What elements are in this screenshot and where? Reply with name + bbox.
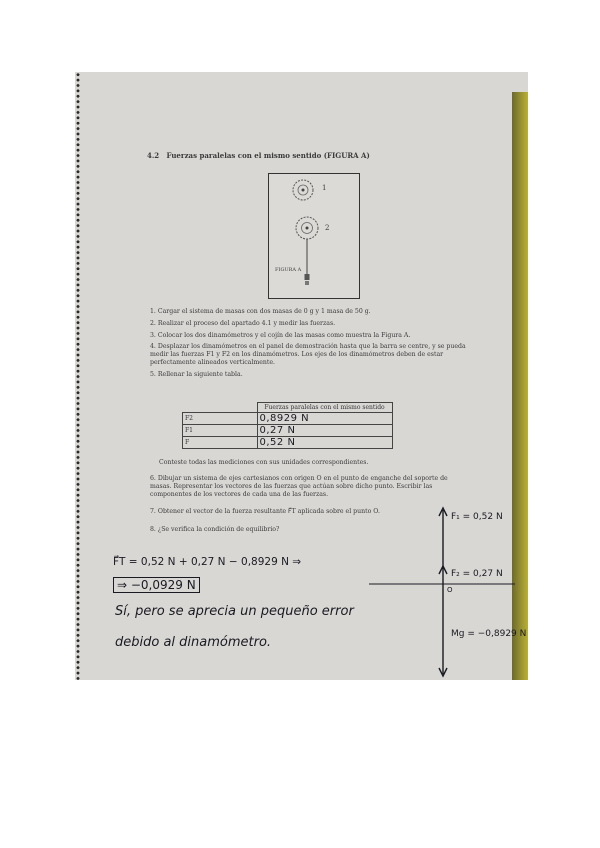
step-3: 3. Colocar los dos dinamómetros y el cojín de las masas como muestra la Figura A. [150, 331, 411, 339]
table-row [183, 425, 393, 437]
figure-a [268, 173, 360, 299]
figure-label-2: 2 [325, 224, 330, 232]
answer-line-2: debido al dinamómetro. [115, 635, 272, 650]
axis-origin: O [447, 586, 453, 594]
answer-line-1: Sí, pero se aprecia un pequeño error [115, 604, 354, 619]
table-header-row [183, 403, 393, 413]
force-axes-diagram [365, 502, 525, 680]
section-number: 4.2 [147, 151, 160, 160]
handwritten-equation: F⃗T = 0,52 N + 0,27 N − 0,8929 N ⇒ [113, 556, 302, 568]
document-photo [75, 72, 528, 680]
step-5: 5. Rellenar la siguiente tabla. [150, 370, 243, 378]
step-6: 6. Dibujar un sistema de ejes cartesianos con origen O en el punto de enganche del soporte de masas. Representar los vectores de las fuerzas que actúan sobre dicho punto. Escribir las componentes de los vectores de cada una de las fuerzas. [150, 475, 448, 498]
axis-label-mid: F₂ = 0,27 N [451, 569, 503, 579]
figure-a-drawing [269, 174, 359, 298]
instruction-list [150, 308, 470, 378]
row-value: 0,8929 N [257, 413, 392, 425]
notebook-binding-holes [75, 72, 81, 680]
section-title: Fuerzas paralelas con el mismo sentido (FIGURA A) [166, 151, 370, 160]
row-label: F1 [183, 425, 258, 437]
step-2: 2. Realizar el proceso del apartado 4.1 y medir las fuerzas. [150, 319, 336, 327]
table-note: Conteste todas las mediciones con sus unidades correspondientes. [159, 459, 369, 466]
forces-table [182, 402, 393, 449]
step-7: 7. Obtener el vector de la fuerza resultante F⃗T aplicada sobre el punto O. [150, 508, 380, 516]
step-1: 1. Cargar el sistema de masas con dos masas de 0 g y 1 masa de 50 g. [150, 308, 371, 315]
figure-caption: FIGURA A [275, 267, 302, 273]
row-label: F [183, 437, 258, 449]
step-4: 4. Desplazar los dinamómetros en el panel de demostración hasta que la barra se centre, y se pueda medir las fuerzas F1 y F2 en los dinamómetros. Los ejes de los dinamómetros deben de estar perfectamente alineados verticalmente. [150, 343, 466, 366]
axis-label-bottom: Mg = −0,8929 N [451, 629, 527, 639]
section-heading [147, 152, 370, 161]
row-value: 0,27 N [257, 425, 392, 437]
table-header: Fuerzas paralelas con el mismo sentido [257, 403, 392, 413]
result-box: ⇒ −0,0929 N [113, 577, 200, 593]
figure-label-1: 1 [322, 184, 327, 192]
row-value: 0,52 N [257, 437, 392, 449]
step-8: 8. ¿Se verifica la condición de equilibrio? [150, 526, 280, 533]
table-row [183, 413, 393, 425]
table-row [183, 437, 393, 449]
handwritten-result [113, 578, 200, 592]
axis-label-top: F₁ = 0,52 N [451, 512, 503, 522]
row-label: F2 [183, 413, 258, 425]
